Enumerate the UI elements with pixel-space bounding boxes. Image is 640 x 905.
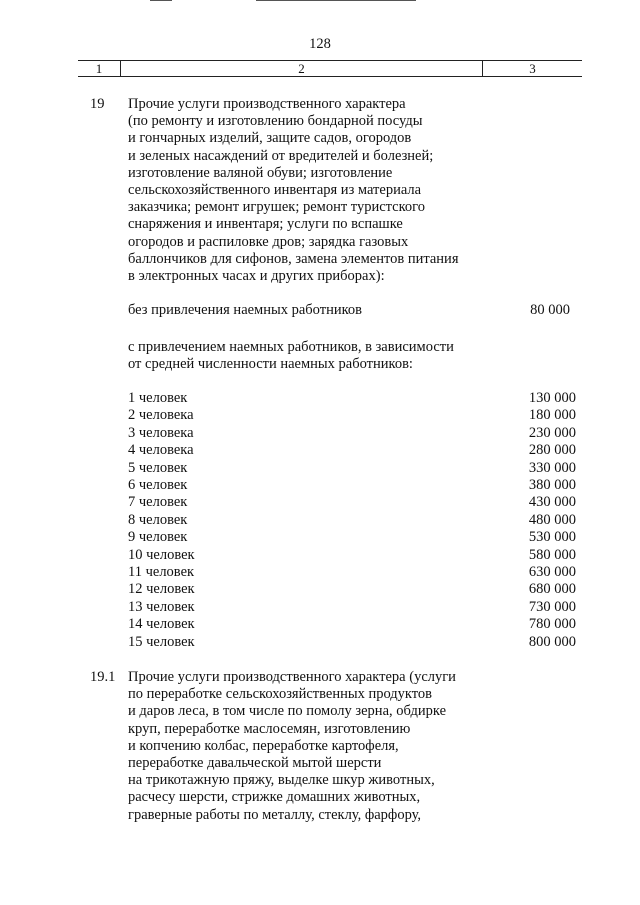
heading-line: с привлечением наемных работников, в зависимости: [128, 339, 454, 355]
row-label: 15 человек: [128, 633, 195, 650]
table-row: [128, 634, 576, 651]
description-line: сельскохозяйственного инвентаря из материала: [128, 182, 422, 199]
row-label: 2 человека: [128, 407, 194, 424]
row-label: 8 человек: [128, 511, 188, 528]
row-value: 180 000: [528, 407, 576, 424]
description-line: и даров леса, в том числе по помолу зерна, обдирке: [128, 703, 447, 720]
table-row: [128, 547, 576, 564]
table-row: [128, 529, 576, 546]
row-label: 3 человека: [128, 424, 194, 441]
item-number: 19.1: [90, 669, 116, 685]
row-value: 800 000: [528, 633, 576, 650]
row-value: 580 000: [528, 546, 576, 563]
row-value: 380 000: [528, 477, 576, 494]
table-row: [128, 442, 576, 459]
table-row: [128, 407, 576, 424]
table-row: [128, 599, 576, 616]
table-row: [128, 425, 576, 442]
description-line: Прочие услуги производственного характера (услуги: [128, 669, 456, 685]
description-line: по переработке сельскохозяйственных продуктов: [128, 686, 433, 703]
table-row: [128, 616, 576, 633]
description-line: на трикотажную пряжу, выделке шкур животных,: [128, 772, 435, 789]
description-line: огородов и распиловке дров; зарядка газовых: [128, 233, 409, 250]
description-line: граверные работы по металлу, стеклу, фарфору,: [128, 806, 422, 823]
row-value: 280 000: [528, 442, 576, 459]
table-row: [128, 494, 576, 511]
description-line: и копчению колбас, переработке картофеля,: [128, 737, 399, 754]
row-label: 1 человек: [128, 390, 188, 406]
row-label: 7 человек: [128, 494, 188, 511]
row-label: 6 человек: [128, 477, 188, 494]
row-value: 530 000: [528, 529, 576, 546]
row-value: 680 000: [528, 581, 576, 598]
rate-label: без привлечения наемных работников: [128, 302, 362, 318]
row-value: 130 000: [528, 390, 576, 406]
description-line: (по ремонту и изготовлению бондарной посуды: [128, 113, 423, 130]
row-label: 14 человек: [128, 616, 195, 633]
row-value: 230 000: [528, 424, 576, 441]
table-row: [128, 512, 576, 529]
column-header-row: [78, 60, 582, 77]
heading-line: от средней численности наемных работников:: [128, 356, 413, 373]
description-line: расчесу шерсти, стрижке домашних животных,: [128, 789, 421, 806]
rate-value: 80 000: [530, 302, 570, 318]
row-value: 330 000: [528, 459, 576, 476]
description-line: в электронных часах и других приборах):: [128, 268, 385, 285]
description-line: заказчика; ремонт игрушек; ремонт туристского: [128, 199, 425, 216]
column-header-2: 2: [298, 61, 305, 76]
table-row: [128, 390, 576, 407]
description-line: снаряжения и инвентаря; услуги по вспашке: [128, 216, 403, 233]
table-row: [128, 477, 576, 494]
item-number: 19: [90, 96, 105, 112]
row-value: 780 000: [528, 616, 576, 633]
scan-edge-mark: [150, 0, 172, 1]
with-workers-heading: [128, 339, 454, 373]
column-header-3: 3: [529, 61, 536, 76]
description-line: круп, переработке маслосемян, изготовлению: [128, 720, 411, 737]
row-label: 5 человек: [128, 459, 188, 476]
scan-edge-mark: [256, 0, 416, 1]
rate-without-workers: [128, 302, 576, 319]
row-label: 11 человек: [128, 564, 195, 581]
description-line: Прочие услуги производственного характера: [128, 96, 406, 112]
description-line: переработке давальческой мытой шерсти: [128, 755, 382, 772]
table-row: [128, 581, 576, 598]
row-value: 480 000: [528, 511, 576, 528]
table-row: [128, 460, 576, 477]
item-description: [128, 669, 456, 824]
row-value: 630 000: [528, 564, 576, 581]
rate-table: [128, 390, 576, 651]
table-row: [128, 564, 576, 581]
column-header-1: 1: [95, 61, 103, 76]
description-line: изготовление валяной обуви; изготовление: [128, 164, 393, 181]
description-line: баллончиков для сифонов, замена элементов питания: [128, 250, 459, 267]
description-line: и гончарных изделий, защите садов, огородов: [128, 130, 412, 147]
row-label: 9 человек: [128, 529, 188, 546]
page-number: 128: [309, 36, 331, 52]
row-label: 13 человек: [128, 598, 195, 615]
row-label: 10 человек: [128, 546, 195, 563]
description-line: и зеленых насаждений от вредителей и болезней;: [128, 147, 434, 164]
row-label: 12 человек: [128, 581, 195, 598]
row-label: 4 человека: [128, 442, 194, 459]
item-description: [128, 96, 458, 285]
row-value: 430 000: [528, 494, 576, 511]
row-value: 730 000: [528, 598, 576, 615]
